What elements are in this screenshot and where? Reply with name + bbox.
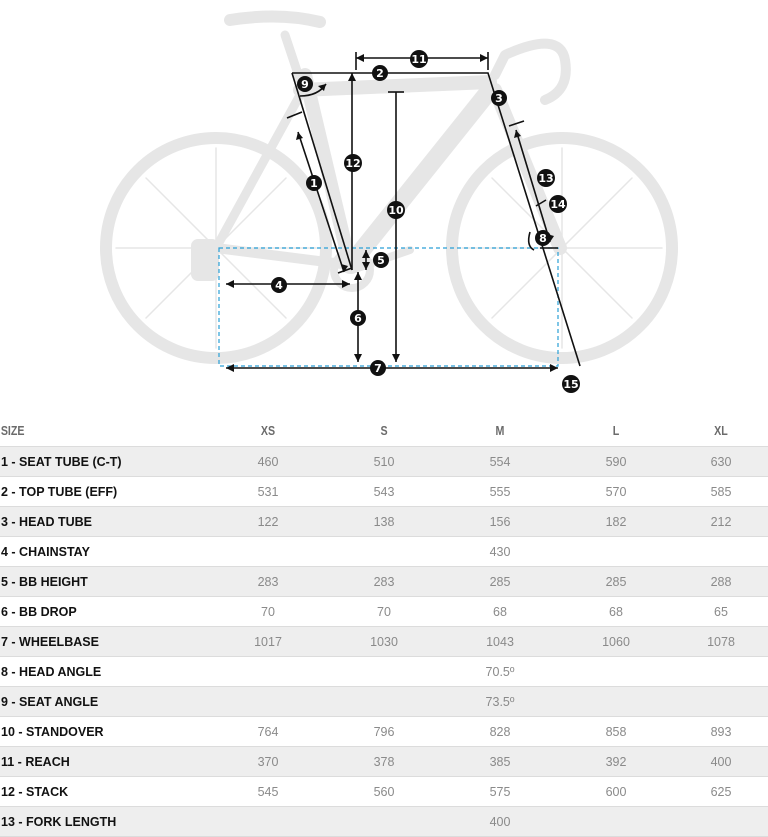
row-label: 3 - HEAD TUBE (0, 507, 210, 537)
derailleur-shape (192, 240, 218, 280)
marker-11 (410, 50, 428, 68)
row-label: 6 - BB DROP (0, 597, 210, 627)
cell-xs: 531 (210, 477, 326, 507)
handlebar-shape (495, 44, 566, 100)
cell-l (558, 807, 674, 837)
marker-9 (297, 76, 313, 92)
cell-xs: 460 (210, 447, 326, 477)
row-label: 2 - TOP TUBE (EFF) (0, 477, 210, 507)
table-row (0, 597, 768, 627)
cell-xs: 70 (210, 597, 326, 627)
table-row (0, 657, 768, 687)
marker-14 (549, 195, 567, 213)
cell-xs: 1017 (210, 627, 326, 657)
table-row (0, 477, 768, 507)
cell-xs: 283 (210, 567, 326, 597)
table-row (0, 567, 768, 597)
cell-s (326, 687, 442, 717)
svg-text:13: 13 (538, 172, 554, 185)
marker-2 (372, 65, 388, 81)
row-label: 12 - STACK (0, 777, 210, 807)
marker-10 (387, 201, 405, 219)
svg-text:1: 1 (310, 177, 318, 190)
cell-m: 68 (442, 597, 558, 627)
cell-s: 378 (326, 747, 442, 777)
down-tube-shape (350, 90, 490, 265)
cell-l: 1060 (558, 627, 674, 657)
svg-text:4: 4 (275, 279, 283, 292)
table-row (0, 807, 768, 837)
svg-text:3: 3 (495, 92, 503, 105)
marker-15 (562, 375, 580, 393)
cell-xs (210, 657, 326, 687)
cell-xs (210, 687, 326, 717)
cell-xs (210, 537, 326, 567)
table-body (0, 447, 768, 837)
cell-xl (674, 657, 768, 687)
cell-xs: 122 (210, 507, 326, 537)
marker-6 (350, 310, 366, 326)
top-tube-shape (300, 82, 490, 90)
bike-geometry-diagram (0, 0, 768, 400)
bike-silhouette (106, 16, 672, 358)
cell-m: 575 (442, 777, 558, 807)
marker-5 (373, 252, 389, 268)
size-s-header: S (380, 422, 388, 438)
table-row (0, 687, 768, 717)
cell-s (326, 657, 442, 687)
svg-text:8: 8 (539, 232, 547, 245)
table-row (0, 537, 768, 567)
cell-s: 796 (326, 717, 442, 747)
cell-xl: 288 (674, 567, 768, 597)
cell-s: 510 (326, 447, 442, 477)
cell-l: 392 (558, 747, 674, 777)
cell-xl (674, 687, 768, 717)
cell-m: 828 (442, 717, 558, 747)
size-header: SIZE (0, 422, 25, 438)
row-label: 1 - SEAT TUBE (C-T) (0, 447, 210, 477)
row-label: 7 - WHEELBASE (0, 627, 210, 657)
marker-7 (370, 360, 386, 376)
geometry-svg (0, 0, 768, 400)
cell-l: 590 (558, 447, 674, 477)
cell-xs (210, 807, 326, 837)
cell-s: 283 (326, 567, 442, 597)
cell-m: 554 (442, 447, 558, 477)
size-xl-header: XL (714, 422, 728, 438)
cell-m: 285 (442, 567, 558, 597)
cell-xs: 370 (210, 747, 326, 777)
cell-l (558, 537, 674, 567)
saddle-shape (230, 16, 320, 22)
cell-s (326, 807, 442, 837)
cell-xl (674, 537, 768, 567)
table-row (0, 627, 768, 657)
svg-text:5: 5 (377, 254, 385, 267)
size-xs-header: XS (260, 422, 276, 438)
svg-text:7: 7 (374, 362, 382, 375)
table-row (0, 747, 768, 777)
marker-8 (535, 230, 551, 246)
geometry-table (0, 414, 768, 837)
cell-s: 70 (326, 597, 442, 627)
cell-s: 138 (326, 507, 442, 537)
row-label: 13 - FORK LENGTH (0, 807, 210, 837)
svg-text:6: 6 (354, 312, 362, 325)
cell-xl (674, 807, 768, 837)
cell-l (558, 657, 674, 687)
cell-m: 156 (442, 507, 558, 537)
marker-1 (306, 175, 322, 191)
cell-xl: 630 (674, 447, 768, 477)
cell-l: 285 (558, 567, 674, 597)
cell-m: 430 (442, 537, 558, 567)
svg-text:2: 2 (376, 67, 384, 80)
marker-13 (537, 169, 555, 187)
cell-l: 68 (558, 597, 674, 627)
cell-xs: 764 (210, 717, 326, 747)
cell-s (326, 537, 442, 567)
svg-text:14: 14 (550, 198, 566, 211)
row-label: 5 - BB HEIGHT (0, 567, 210, 597)
cell-s: 560 (326, 777, 442, 807)
marker-3 (491, 90, 507, 106)
cell-xs: 545 (210, 777, 326, 807)
cell-xl: 65 (674, 597, 768, 627)
size-l-header: L (612, 422, 620, 438)
cell-s: 543 (326, 477, 442, 507)
cell-xl: 1078 (674, 627, 768, 657)
svg-text:10: 10 (388, 204, 404, 217)
cell-l: 600 (558, 777, 674, 807)
cell-m: 70.5º (442, 657, 558, 687)
row-label: 4 - CHAINSTAY (0, 537, 210, 567)
cell-m: 555 (442, 477, 558, 507)
svg-text:11: 11 (411, 53, 427, 66)
cell-l (558, 687, 674, 717)
table-header-row (0, 414, 768, 447)
cell-s: 1030 (326, 627, 442, 657)
cell-m: 1043 (442, 627, 558, 657)
marker-4 (271, 277, 287, 293)
svg-text:9: 9 (301, 78, 309, 91)
table-row (0, 717, 768, 747)
row-label: 9 - SEAT ANGLE (0, 687, 210, 717)
cell-xl: 625 (674, 777, 768, 807)
row-label: 11 - REACH (0, 747, 210, 777)
cell-m: 73.5º (442, 687, 558, 717)
row-label: 10 - STANDOVER (0, 717, 210, 747)
table-row (0, 447, 768, 477)
table-row (0, 507, 768, 537)
cell-l: 858 (558, 717, 674, 747)
cell-m: 400 (442, 807, 558, 837)
size-m-header: M (495, 422, 505, 438)
cell-xl: 893 (674, 717, 768, 747)
cell-m: 385 (442, 747, 558, 777)
cell-l: 570 (558, 477, 674, 507)
svg-text:12: 12 (345, 157, 361, 170)
cell-xl: 400 (674, 747, 768, 777)
row-label: 8 - HEAD ANGLE (0, 657, 210, 687)
table-row (0, 777, 768, 807)
svg-text:15: 15 (563, 378, 579, 391)
cell-xl: 212 (674, 507, 768, 537)
cell-l: 182 (558, 507, 674, 537)
cell-xl: 585 (674, 477, 768, 507)
marker-12 (344, 154, 362, 172)
